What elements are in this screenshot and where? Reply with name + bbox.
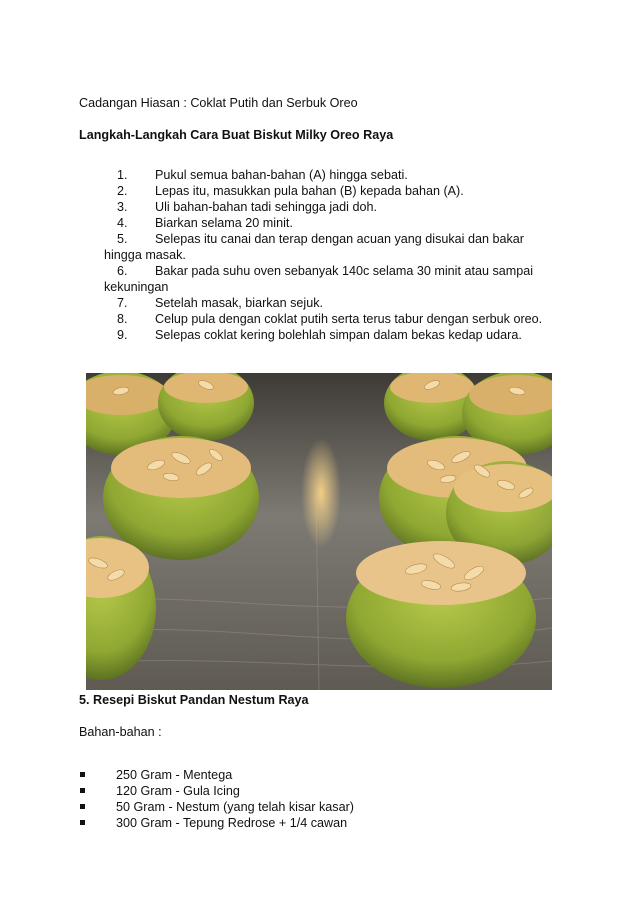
ingredient-text: 120 Gram - Gula Icing xyxy=(116,784,240,798)
square-bullet-icon xyxy=(80,804,85,809)
step-item xyxy=(117,327,557,343)
pandan-cookies-image xyxy=(86,373,552,690)
step-text: Bakar pada suhu oven sebanyak 140c selama 30 minit atau sampai xyxy=(155,264,534,278)
step-number: 6. xyxy=(117,264,128,278)
step-item xyxy=(117,199,557,215)
step-number: 8. xyxy=(117,312,128,326)
step-item xyxy=(117,167,557,183)
step-number: 7. xyxy=(117,296,128,310)
decoration-suggestion: Cadangan Hiasan : Coklat Putih dan Serbuk Oreo xyxy=(79,96,358,110)
step-number: 4. xyxy=(117,216,128,230)
step-text: Selepas coklat kering bolehlah simpan dalam bekas kedap udara. xyxy=(155,328,522,342)
step-item xyxy=(117,183,557,199)
step-number: 2. xyxy=(117,184,128,198)
step-item xyxy=(117,311,557,327)
step-number: 3. xyxy=(117,200,128,214)
square-bullet-icon xyxy=(80,772,85,777)
step-text: Biarkan selama 20 minit. xyxy=(155,216,293,230)
square-bullet-icon xyxy=(80,820,85,825)
step-text: Setelah masak, biarkan sejuk. xyxy=(155,296,324,310)
ingredient-text: 250 Gram - Mentega xyxy=(116,768,233,782)
ingredient-text: 50 Gram - Nestum (yang telah kisar kasar) xyxy=(116,800,354,814)
step-number: 1. xyxy=(117,168,128,182)
step-item xyxy=(117,295,557,311)
step-text-continued: kekuningan xyxy=(104,280,169,294)
ingredients-label: Bahan-bahan : xyxy=(79,725,162,739)
cookie-photo xyxy=(86,373,552,690)
step-item xyxy=(104,231,557,263)
step-item xyxy=(104,263,557,295)
square-bullet-icon xyxy=(80,788,85,793)
ingredient-text: 300 Gram - Tepung Redrose + 1/4 cawan xyxy=(116,816,348,830)
step-text: Uli bahan-bahan tadi sehingga jadi doh. xyxy=(155,200,377,214)
step-item xyxy=(117,215,557,231)
steps-list xyxy=(104,167,557,343)
steps-heading: Langkah-Langkah Cara Buat Biskut Milky Oreo Raya xyxy=(79,128,394,142)
step-text-continued: hingga masak. xyxy=(104,248,186,262)
step-text: Pukul semua bahan-bahan (A) hingga sebati. xyxy=(155,168,408,182)
step-number: 9. xyxy=(117,328,128,342)
recipe-heading: 5. Resepi Biskut Pandan Nestum Raya xyxy=(79,693,309,707)
step-text: Selepas itu canai dan terap dengan acuan yang disukai dan bakar xyxy=(155,232,524,246)
step-text: Lepas itu, masukkan pula bahan (B) kepada bahan (A). xyxy=(155,184,464,198)
step-number: 5. xyxy=(117,232,128,246)
step-text: Celup pula dengan coklat putih serta terus tabur dengan serbuk oreo. xyxy=(155,312,543,326)
